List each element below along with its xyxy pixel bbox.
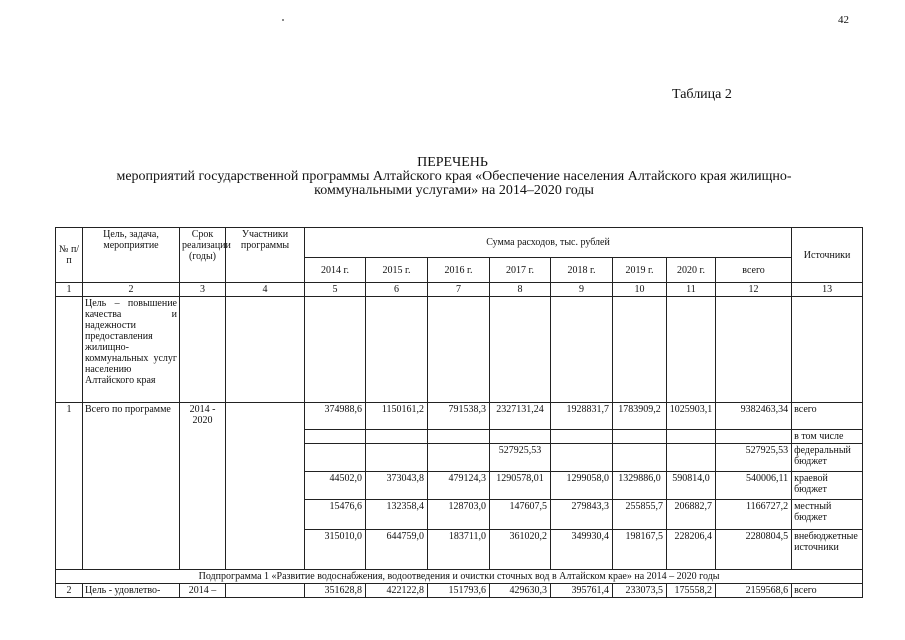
value-cell bbox=[716, 430, 792, 444]
goal-row bbox=[56, 297, 863, 403]
value-cell: 44502,0 bbox=[305, 472, 366, 500]
cell-empty bbox=[180, 297, 226, 403]
source-cell: федеральный бюджет bbox=[792, 444, 863, 472]
value-cell: 183711,0 bbox=[428, 530, 490, 570]
cell-empty bbox=[226, 297, 305, 403]
value-cell: 429630,3 bbox=[490, 584, 551, 598]
header-year: 2018 г. bbox=[551, 258, 613, 283]
value-cell: 1150161,2 bbox=[366, 403, 428, 430]
header-year-total: всего bbox=[716, 258, 792, 283]
value-cell: 540006,11 bbox=[716, 472, 792, 500]
value-cell bbox=[305, 430, 366, 444]
value-cell: 255855,7 bbox=[613, 500, 667, 530]
column-number: 12 bbox=[716, 283, 792, 297]
program-num: 1 bbox=[56, 403, 83, 570]
cell-empty bbox=[428, 297, 490, 403]
header-year: 2014 г. bbox=[305, 258, 366, 283]
source-cell: местный бюджет bbox=[792, 500, 863, 530]
header-term: Срок реализации (годы) bbox=[180, 228, 226, 283]
header-goal: Цель, задача, мероприятие bbox=[83, 228, 180, 283]
cell-empty bbox=[305, 297, 366, 403]
value-cell bbox=[366, 444, 428, 472]
column-number: 9 bbox=[551, 283, 613, 297]
header-year: 2016 г. bbox=[428, 258, 490, 283]
column-number: 10 bbox=[613, 283, 667, 297]
value-cell: 1783909,2 bbox=[613, 403, 667, 430]
column-number: 5 bbox=[305, 283, 366, 297]
value-cell: 2327131,24 bbox=[490, 403, 551, 430]
column-number: 1 bbox=[56, 283, 83, 297]
value-cell: 228206,4 bbox=[667, 530, 716, 570]
value-cell: 791538,3 bbox=[428, 403, 490, 430]
value-cell: 1025903,1 bbox=[667, 403, 716, 430]
cell-empty bbox=[792, 297, 863, 403]
value-cell: 128703,0 bbox=[428, 500, 490, 530]
value-cell: 2280804,5 bbox=[716, 530, 792, 570]
value-cell: 9382463,34 bbox=[716, 403, 792, 430]
value-cell: 1290578,01 bbox=[490, 472, 551, 500]
header-year: 2015 г. bbox=[366, 258, 428, 283]
goal2-row bbox=[56, 584, 863, 598]
column-number: 11 bbox=[667, 283, 716, 297]
value-cell: 590814,0 bbox=[667, 472, 716, 500]
value-cell: 147607,5 bbox=[490, 500, 551, 530]
value-cell bbox=[613, 444, 667, 472]
value-cell: 1166727,2 bbox=[716, 500, 792, 530]
value-cell: 373043,8 bbox=[366, 472, 428, 500]
cell-empty bbox=[490, 297, 551, 403]
cell-empty bbox=[551, 297, 613, 403]
value-cell: 644759,0 bbox=[366, 530, 428, 570]
value-cell: 374988,6 bbox=[305, 403, 366, 430]
page-number: 42 bbox=[838, 14, 849, 26]
value-cell: 2159568,6 bbox=[716, 584, 792, 598]
value-cell: 1299058,0 bbox=[551, 472, 613, 500]
column-number: 7 bbox=[428, 283, 490, 297]
cell-empty bbox=[667, 297, 716, 403]
source-cell: всего bbox=[792, 584, 863, 598]
header-year: 2017 г. bbox=[490, 258, 551, 283]
row-name: Цель - удовлетво- bbox=[83, 584, 180, 598]
program-term: 2014 - 2020 bbox=[180, 403, 226, 570]
cell-empty bbox=[613, 297, 667, 403]
column-number: 3 bbox=[180, 283, 226, 297]
value-cell bbox=[305, 444, 366, 472]
value-cell bbox=[428, 444, 490, 472]
value-cell: 1329886,0 bbox=[613, 472, 667, 500]
cell-empty bbox=[716, 297, 792, 403]
cell-empty bbox=[366, 297, 428, 403]
cell-empty bbox=[56, 297, 83, 403]
program-row-total bbox=[56, 403, 863, 430]
column-number-row bbox=[56, 283, 863, 297]
document-title: ПЕРЕЧЕНЬ bbox=[417, 155, 488, 170]
value-cell bbox=[613, 430, 667, 444]
row-num: 2 bbox=[56, 584, 83, 598]
column-number: 6 bbox=[366, 283, 428, 297]
value-cell: 279843,3 bbox=[551, 500, 613, 530]
measures-table bbox=[55, 227, 863, 598]
value-cell: 479124,3 bbox=[428, 472, 490, 500]
goal-text: Цель – повышение качества и надежности предоставления жилищно-коммунальных услуг населению Алтайского края bbox=[83, 297, 180, 403]
value-cell: 206882,7 bbox=[667, 500, 716, 530]
scan-speck bbox=[282, 19, 284, 21]
header-sources: Источники bbox=[792, 228, 863, 283]
value-cell bbox=[667, 430, 716, 444]
value-cell: 15476,6 bbox=[305, 500, 366, 530]
header-participants: Участники программы bbox=[226, 228, 305, 283]
header-year: 2020 г. bbox=[667, 258, 716, 283]
column-number: 8 bbox=[490, 283, 551, 297]
value-cell: 527925,53 bbox=[716, 444, 792, 472]
value-cell: 422122,8 bbox=[366, 584, 428, 598]
header-year: 2019 г. bbox=[613, 258, 667, 283]
source-cell: внебюджетные источники bbox=[792, 530, 863, 570]
header-num: № п/п bbox=[56, 228, 83, 283]
value-cell: 198167,5 bbox=[613, 530, 667, 570]
value-cell bbox=[551, 444, 613, 472]
column-number: 2 bbox=[83, 283, 180, 297]
source-cell: краевой бюджет bbox=[792, 472, 863, 500]
value-cell: 315010,0 bbox=[305, 530, 366, 570]
value-cell bbox=[667, 444, 716, 472]
table-label: Таблица 2 bbox=[672, 87, 732, 102]
subprogram-title: Подпрограмма 1 «Развитие водоснабжения, водоотведения и очистки сточных вод в Алтайском крае» на 2014 – 2020 годы bbox=[56, 570, 863, 584]
value-cell: 175558,2 bbox=[667, 584, 716, 598]
cell-empty bbox=[226, 584, 305, 598]
column-number: 4 bbox=[226, 283, 305, 297]
value-cell: 132358,4 bbox=[366, 500, 428, 530]
header-row bbox=[56, 228, 863, 258]
value-cell: 1928831,7 bbox=[551, 403, 613, 430]
subprogram-row bbox=[56, 570, 863, 584]
document-subtitle: мероприятий государственной программы Алтайского края «Обеспечение населения Алтайского края жилищно-коммунальными услугами» на 2014–2020 годы bbox=[116, 169, 792, 198]
column-number: 13 bbox=[792, 283, 863, 297]
program-name: Всего по программе bbox=[83, 403, 180, 570]
value-cell bbox=[428, 430, 490, 444]
source-cell: в том числе bbox=[792, 430, 863, 444]
value-cell bbox=[490, 430, 551, 444]
row-term: 2014 – bbox=[180, 584, 226, 598]
program-participants bbox=[226, 403, 305, 570]
value-cell bbox=[551, 430, 613, 444]
header-sum-group: Сумма расходов, тыс. рублей bbox=[305, 228, 792, 258]
value-cell: 233073,5 bbox=[613, 584, 667, 598]
value-cell: 351628,8 bbox=[305, 584, 366, 598]
source-cell: всего bbox=[792, 403, 863, 430]
value-cell bbox=[366, 430, 428, 444]
value-cell: 349930,4 bbox=[551, 530, 613, 570]
value-cell: 361020,2 bbox=[490, 530, 551, 570]
value-cell: 527925,53 bbox=[490, 444, 551, 472]
value-cell: 151793,6 bbox=[428, 584, 490, 598]
value-cell: 395761,4 bbox=[551, 584, 613, 598]
